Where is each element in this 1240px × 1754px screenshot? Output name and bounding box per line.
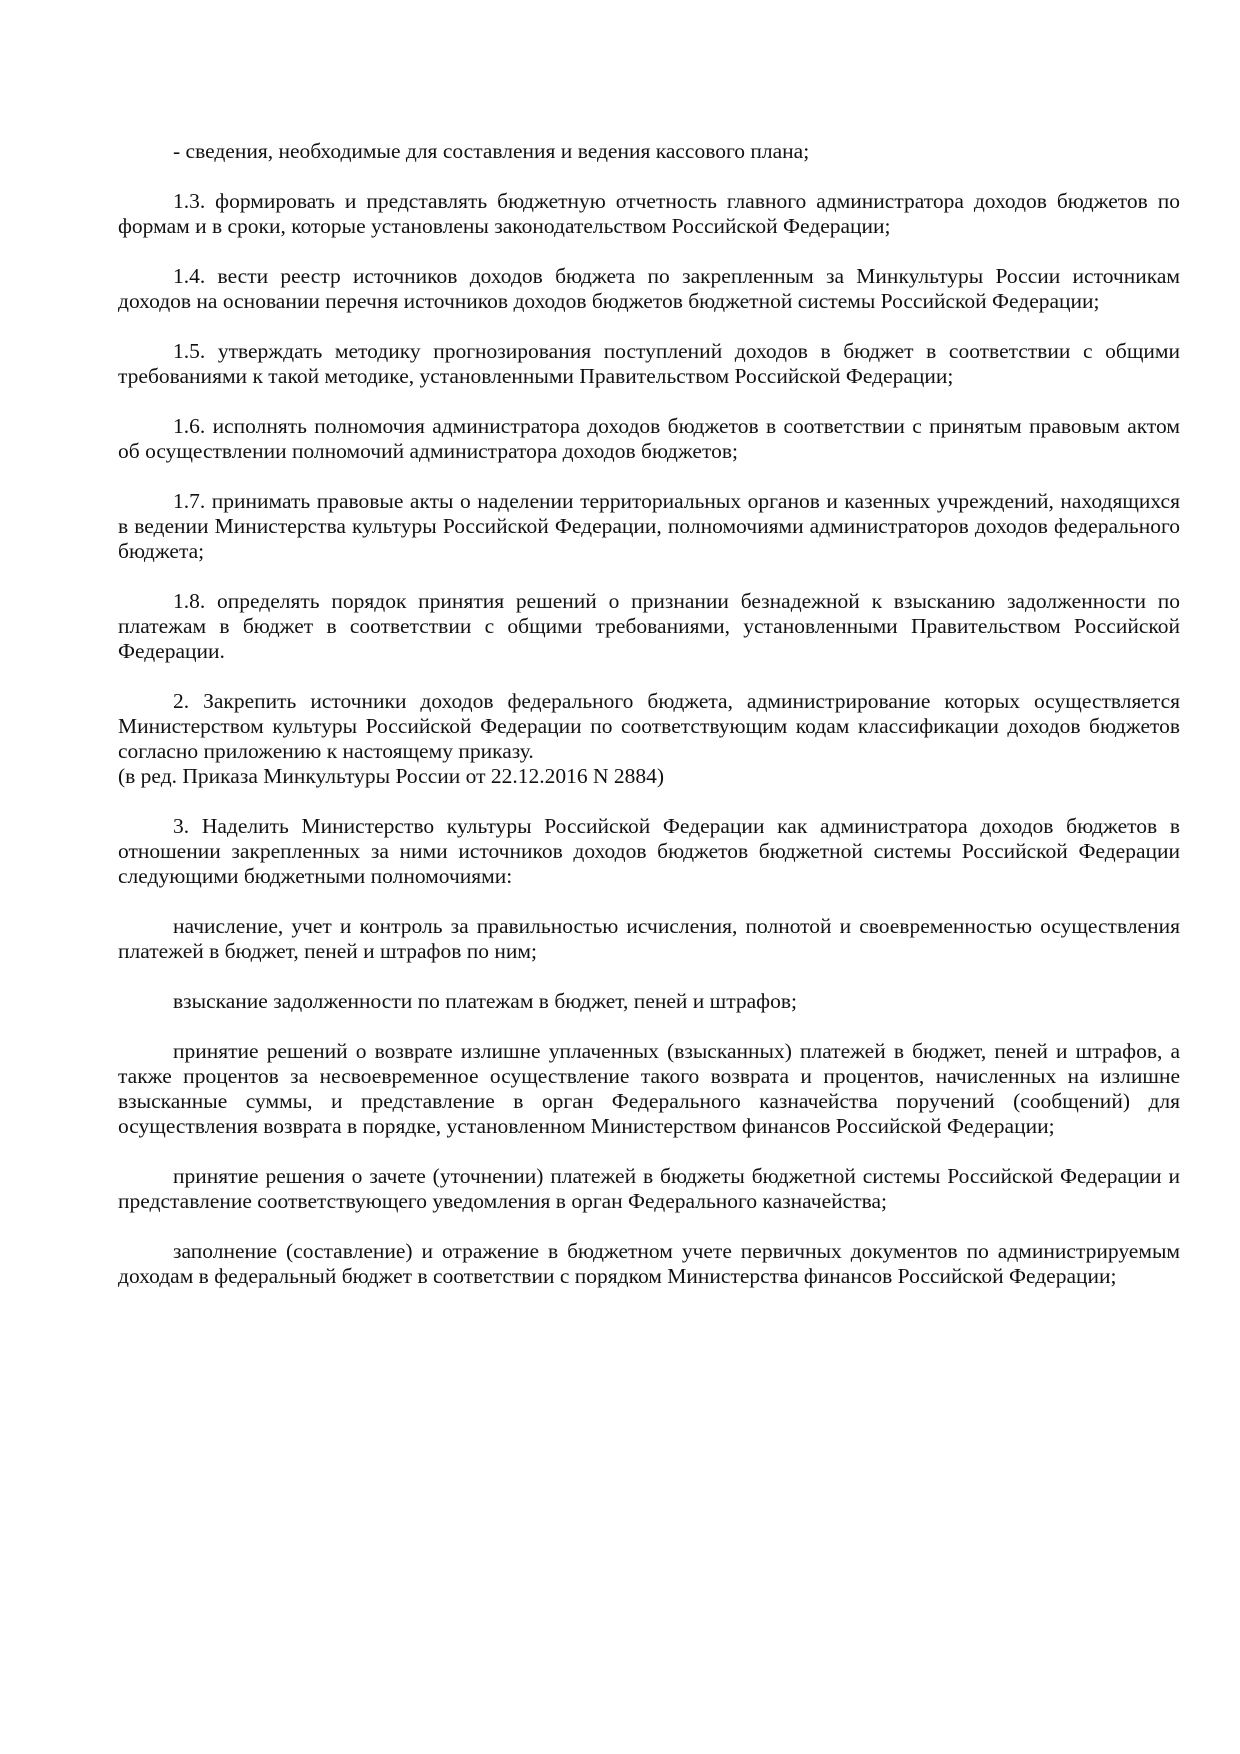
document-page — [118, 139, 1180, 1314]
paragraph-1-4: 1.4. вести реестр источников доходов бюджета по закрепленным за Минкультуры России источникам доходов на основании перечня источников доходов бюджетов бюджетной системы Российской Федерации; — [118, 264, 1180, 313]
paragraph-debt-collection: взыскание задолженности по платежам в бюджет, пеней и штрафов; — [173, 989, 797, 1013]
paragraph-refund: принятие решений о возврате излишне уплаченных (взысканных) платежей в бюджет, пеней и штрафов, а также процентов за несвоевременное осуществление такого возврата и процентов, начисленных на излишне взысканные суммы, и представление в орган Федерального казначейства поручений (сообщений) для осуществления возврата в порядке, установленном Министерством финансов Российской Федерации; — [118, 1039, 1180, 1138]
paragraph-1-8: 1.8. определять порядок принятия решений о признании безнадежной к взысканию задолженности по платежам в бюджет в соответствии с общими требованиями, установленными Правительством Российской Федерации. — [118, 589, 1180, 663]
paragraph-cash-plan: - сведения, необходимые для составления и ведения кассового плана; — [173, 139, 810, 163]
amendment-note: (в ред. Приказа Минкультуры России от 22.12.2016 N 2884) — [118, 764, 665, 788]
paragraph-accrual: начисление, учет и контроль за правильностью исчисления, полнотой и своевременностью осуществления платежей в бюджет, пеней и штрафов по ним; — [118, 914, 1180, 963]
paragraph-offset: принятие решения о зачете (уточнении) платежей в бюджеты бюджетной системы Российской Федерации и представление соответствующего уведомления в орган Федерального казначейства; — [118, 1164, 1180, 1213]
paragraph-1-5: 1.5. утверждать методику прогнозирования поступлений доходов в бюджет в соответствии с общими требованиями к такой методике, установленными Правительством Российской Федерации; — [118, 339, 1180, 388]
paragraph-1-6: 1.6. исполнять полномочия администратора доходов бюджетов в соответствии с принятым правовым актом об осуществлении полномочий администратора доходов бюджетов; — [118, 414, 1180, 463]
paragraph-2: 2. Закрепить источники доходов федерального бюджета, администрирование которых осуществляется Министерством культуры Российской Федерации по соответствующим кодам классификации доходов бюджетов согласно приложению к настоящему приказу. — [118, 689, 1180, 763]
paragraph-1-3: 1.3. формировать и представлять бюджетную отчетность главного администратора доходов бюджетов по формам и в сроки, которые установлены законодательством Российской Федерации; — [118, 189, 1180, 238]
paragraph-primary-documents: заполнение (составление) и отражение в бюджетном учете первичных документов по администрируемым доходам в федеральный бюджет в соответствии с порядком Министерства финансов Российской Федерации; — [118, 1239, 1180, 1288]
paragraph-1-7: 1.7. принимать правовые акты о наделении территориальных органов и казенных учреждений, находящихся в ведении Министерства культуры Российской Федерации, полномочиями администраторов доходов федерального бюджета; — [118, 489, 1180, 563]
paragraph-3: 3. Наделить Министерство культуры Российской Федерации как администратора доходов бюджетов в отношении закрепленных за ними источников доходов бюджетов бюджетной системы Российской Федерации следующими бюджетными полномочиями: — [118, 814, 1180, 888]
